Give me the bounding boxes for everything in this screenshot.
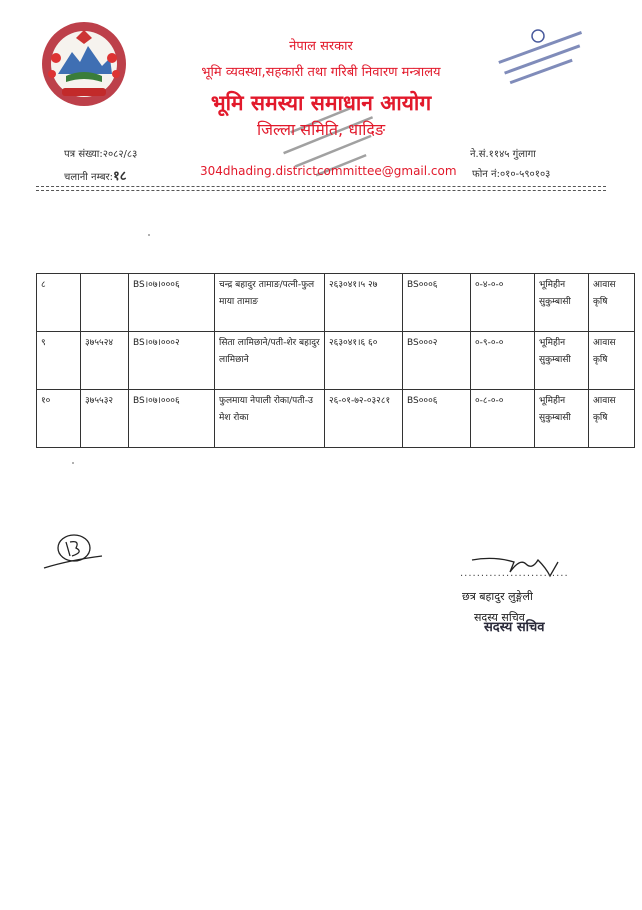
cell-type: भूमिहीन सुकुम्बासी (535, 332, 589, 390)
post-stamp: सदस्य सचिव (484, 620, 545, 635)
table-row (37, 274, 635, 332)
cell-use: आवास कृषि (589, 332, 635, 390)
signatory-name: छत्र बहादुर लुङ्गेली (462, 590, 533, 603)
cell-code: BS।०७।०००६ (129, 390, 215, 448)
nepal-sambat-date: ने.सं.११४५ गुंलागा (470, 149, 536, 160)
dispatch-label: चलानी नम्बर: (64, 172, 114, 183)
beneficiary-table (36, 273, 635, 448)
cell-sn: ८ (37, 274, 81, 332)
cell-bs: BS०००२ (403, 332, 471, 390)
signatory-post: सदस्य सचिव (474, 611, 525, 624)
signature-line: .......................... (460, 568, 569, 579)
office-title: जिल्ला समिति, धादिङ (256, 120, 386, 139)
cell-citizenship: २६-०१-७२-०३२८१ (325, 390, 403, 448)
header-divider (36, 186, 606, 187)
cell-type: भूमिहीन सुकुम्बासी (535, 274, 589, 332)
gov-title: नेपाल सरकार (289, 39, 353, 54)
office-seal-stamp (494, 22, 586, 92)
cell-bs: BS०००६ (403, 390, 471, 448)
table-row (37, 332, 635, 390)
cell-sn: १० (37, 390, 81, 448)
speck (148, 234, 150, 236)
letter-number: पत्र संख्या:२०८२/८३ (64, 149, 138, 160)
commission-title: भूमि समस्या समाधान आयोग (210, 91, 432, 115)
cell-area: ०-९-०-० (471, 332, 535, 390)
cell-area: ०-८-०-० (471, 390, 535, 448)
cell-bs: BS०००६ (403, 274, 471, 332)
cell-name: सिता लामिछाने/पती-शेर बहादुर लामिछाने (215, 332, 325, 390)
cell-name: चन्द्र बहादुर तामाङ/पत्नी-फुलमाया तामाङ (215, 274, 325, 332)
initials-signature (40, 526, 104, 576)
cell-sn: ९ (37, 332, 81, 390)
cell-citizenship: २६३०४१।५ २७ (325, 274, 403, 332)
cell-use: आवास कृषि (589, 390, 635, 448)
dispatch-value: १८ (113, 169, 127, 184)
cell-citizenship: २६३०४१।६ ६० (325, 332, 403, 390)
table-row (37, 390, 635, 448)
ministry-title: भूमि व्यवस्था,सहकारी तथा गरिबी निवारण मन्त्रालय (201, 65, 441, 80)
cell-use: आवास कृषि (589, 274, 635, 332)
cell-id: ३७५५३२ (81, 390, 129, 448)
cell-code: BS।०७।०००२ (129, 332, 215, 390)
phone-number: फोन नं:०१०-५९०१०३ (472, 169, 551, 180)
speck (72, 462, 74, 464)
cell-code: BS।०७।०००६ (129, 274, 215, 332)
header-divider-2 (36, 190, 606, 191)
email-address[interactable]: 304dhading.districtcommittee@gmail.com (200, 164, 457, 178)
cell-id (81, 274, 129, 332)
cell-name: फुलमाया नेपाली रोका/पती-उमेश रोका (215, 390, 325, 448)
cell-area: ०-४-०-० (471, 274, 535, 332)
cell-id: ३७५५२४ (81, 332, 129, 390)
cell-type: भूमिहीन सुकुम्बासी (535, 390, 589, 448)
dispatch-number (64, 166, 127, 184)
